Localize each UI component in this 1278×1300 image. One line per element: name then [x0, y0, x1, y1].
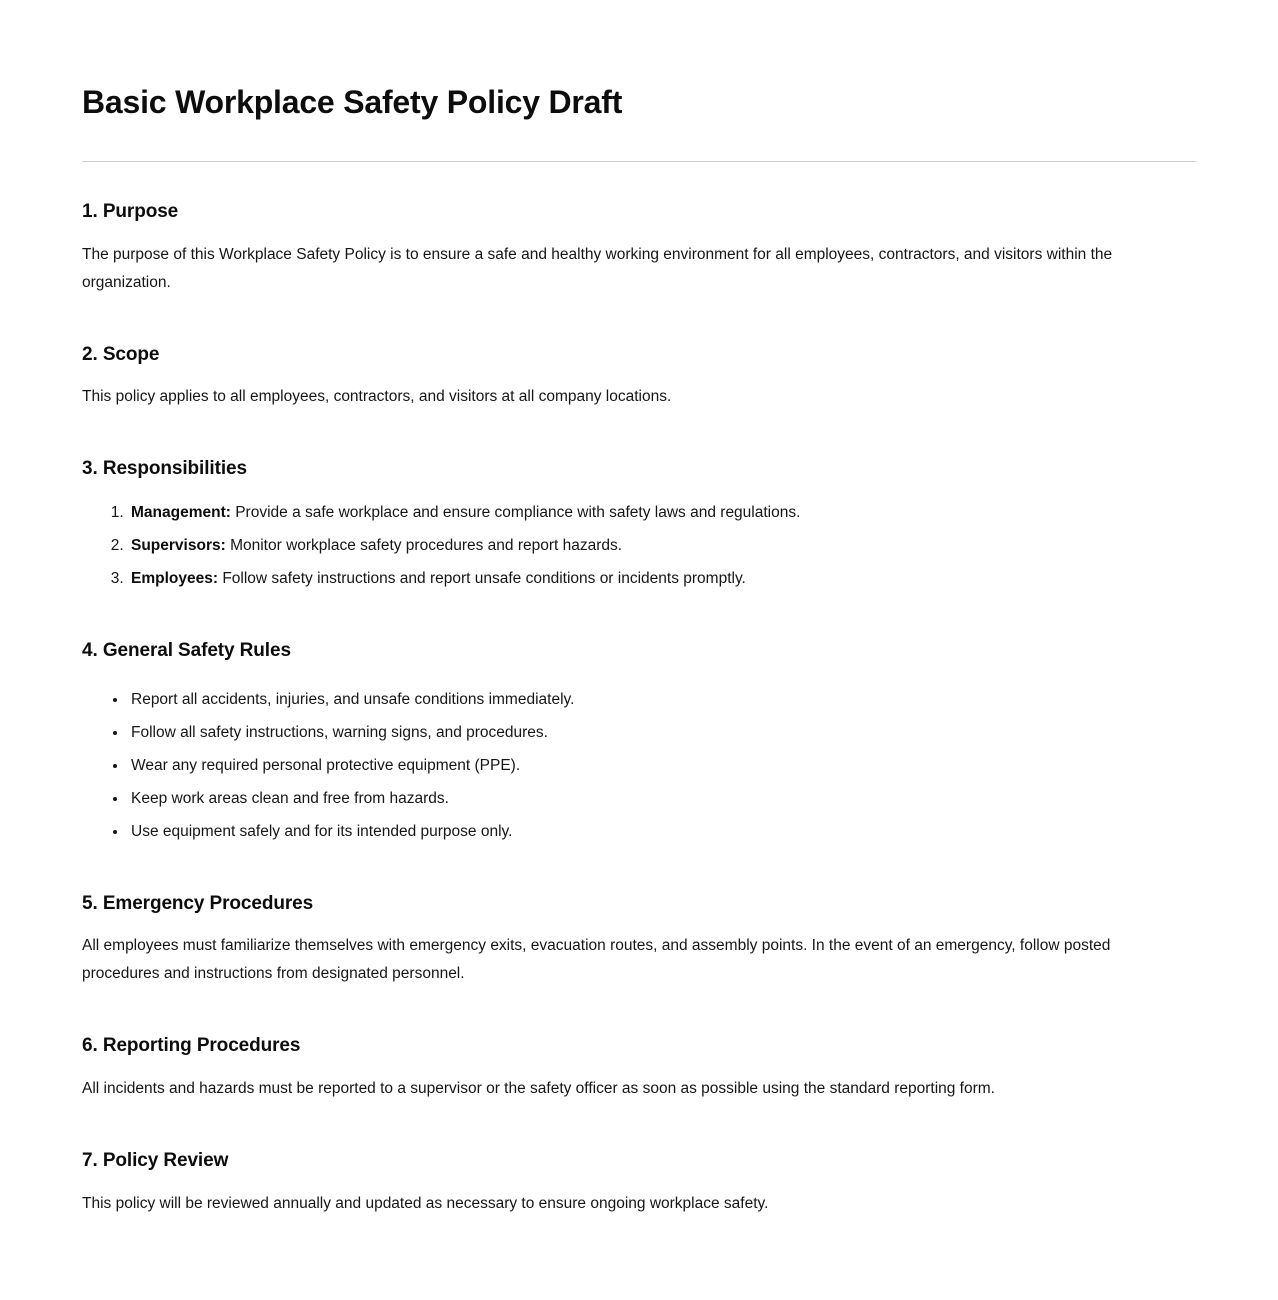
section-heading-policy-review: 7. Policy Review: [82, 1150, 229, 1172]
section-policy-review: [82, 1149, 1196, 1218]
section-scope: [82, 343, 1196, 412]
section-heading-responsibilities: 3. Responsibilities: [82, 458, 247, 480]
list-item: • Use equipment safely and for its intended purpose only.: [128, 818, 1196, 846]
section-emergency-procedures: [82, 892, 1196, 989]
list-item: [128, 565, 1196, 593]
section-paragraph-scope: This policy applies to all employees, contractors, and visitors at all company locations.: [82, 388, 672, 406]
list-item: [128, 532, 1196, 560]
section-paragraph-emergency-procedures: All employees must familiarize themselves with emergency exits, evacuation routes, and assembly points. In the event of an emergency, follow posted procedures and instructions from designated personnel.: [82, 937, 1111, 983]
section-heading-reporting-procedures: 6. Reporting Procedures: [82, 1035, 301, 1057]
list-item: [128, 499, 1196, 527]
section-paragraph-policy-review: This policy will be reviewed annually and updated as necessary to ensure ongoing workplace safety.: [82, 1194, 769, 1212]
list-item-lead-in: Employees:: [131, 570, 219, 588]
section-responsibilities: [82, 457, 1196, 593]
responsibilities-list: [82, 499, 1196, 593]
section-purpose: [82, 200, 1196, 297]
list-item: • Report all accidents, injuries, and unsafe conditions immediately.: [128, 686, 1196, 714]
page-title: Basic Workplace Safety Policy Draft: [82, 84, 623, 120]
list-item-text: Provide a safe workplace and ensure compliance with safety laws and regulations.: [230, 504, 801, 522]
list-item: • Keep work areas clean and free from hazards.: [128, 785, 1196, 813]
list-item-lead-in: Supervisors:: [131, 537, 226, 555]
list-item: • Follow all safety instructions, warning signs, and procedures.: [128, 719, 1196, 747]
list-item-lead-in: Management:: [131, 504, 231, 522]
list-item-text: Follow safety instructions and report unsafe conditions or incidents promptly.: [218, 570, 746, 588]
section-heading-emergency-procedures: 5. Emergency Procedures: [82, 892, 314, 914]
section-heading-general-safety-rules: 4. General Safety Rules: [82, 640, 291, 662]
section-reporting-procedures: [82, 1034, 1196, 1103]
section-general-safety-rules: [82, 639, 1196, 846]
list-item-text: Monitor workplace safety procedures and report hazards.: [225, 537, 623, 555]
section-paragraph-reporting-procedures: All incidents and hazards must be reported to a supervisor or the safety officer as soon as possible using the standard reporting form.: [82, 1080, 995, 1098]
policy-document: [82, 82, 1196, 1218]
title-divider: [82, 161, 1196, 162]
section-paragraph-purpose: The purpose of this Workplace Safety Policy is to ensure a safe and healthy working environment for all employees, contractors, and visitors within the organization.: [82, 245, 1113, 291]
section-heading-scope: 2. Scope: [82, 343, 160, 365]
section-heading-purpose: 1. Purpose: [82, 201, 179, 222]
list-item: • Wear any required personal protective equipment (PPE).: [128, 752, 1196, 780]
general-safety-rules-list: [82, 686, 1196, 846]
